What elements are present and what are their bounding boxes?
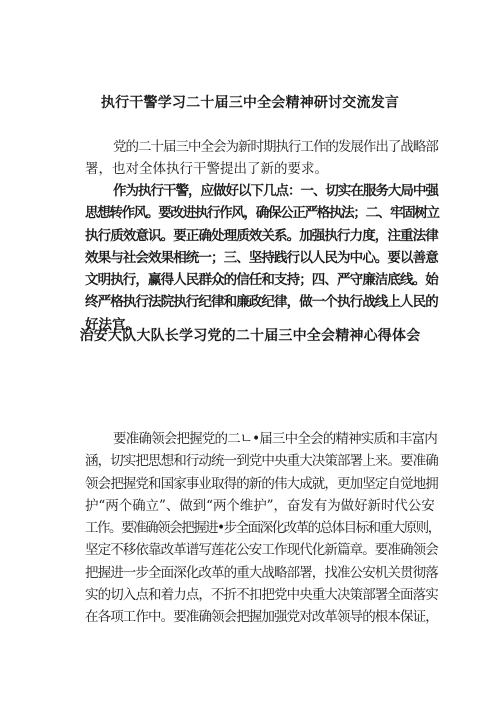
- text-line: 思想转作风。要改进执行作风，确保公正严格执法；二、牢固树立: [85, 205, 439, 222]
- text-line: 护“两个确立”、做到“两个维护”，奋发有为做好新时代公安: [85, 497, 435, 514]
- section2-title: 治安大队大队长学习党的二十届三中全会精神心得体会: [79, 328, 421, 344]
- text-line: 效果与社会效果相统一；三、坚持践行以人民为中心。要以善意: [85, 249, 438, 266]
- text-line: 领会把握党和国家事业取得的新的伟大成就，更加坚定自觉地拥: [85, 475, 438, 492]
- text-line: 把握进一步全面深化改革的重大战略部署，找准公安机关贯彻落: [85, 564, 438, 581]
- text-line: 党的二十届三中全会为新时期执行工作的发展作出了战略部: [113, 139, 438, 155]
- text-line: 坚定不移依靠改革谱写莲花公安工作现代化新篇章。要准确领会: [85, 542, 438, 559]
- text-line: 要准确领会把握党的二ㄴ•届三中全会的精神实质和丰富内: [113, 431, 437, 447]
- text-line: 作为执行干警，应做好以下几点：一、切实在服务大局中强: [113, 183, 438, 199]
- section1-title: 执行干警学习二十届三中全会精神研讨交流发言: [100, 95, 400, 111]
- text-line: 在各项工作中。要准确领会把握加强党对改革领导的根本保证，: [85, 609, 438, 626]
- text-line: 署，也对全体执行干警提出了新的要求。: [85, 161, 328, 178]
- text-line: 执行质效意识。要正确处理质效关系。加强执行力度，注重法律: [85, 227, 438, 244]
- section1-paragraph2: [85, 180, 439, 336]
- text-line: 文明执行，赢得人民群众的信任和支持；四、严守廉洁底线。始: [85, 272, 438, 289]
- text-line: 实的切入点和着力点，不折不扣把党中央重大决策部署全面落实: [85, 587, 438, 604]
- text-line: 工作。要准确领会把握进•步全面深化改革的总体目标和重大原则，: [85, 520, 440, 537]
- text-line: 好法官。: [85, 316, 139, 333]
- text-line: 终严格执行法院执行纪律和廉政纪律，做一个执行战线上人民的: [85, 294, 438, 311]
- text-line: 涵，切实把思想和行动统一到党中央重大决策部署上来。要准确: [85, 453, 438, 470]
- section2-paragraph1: [85, 428, 440, 629]
- section1-paragraph1: [85, 136, 438, 181]
